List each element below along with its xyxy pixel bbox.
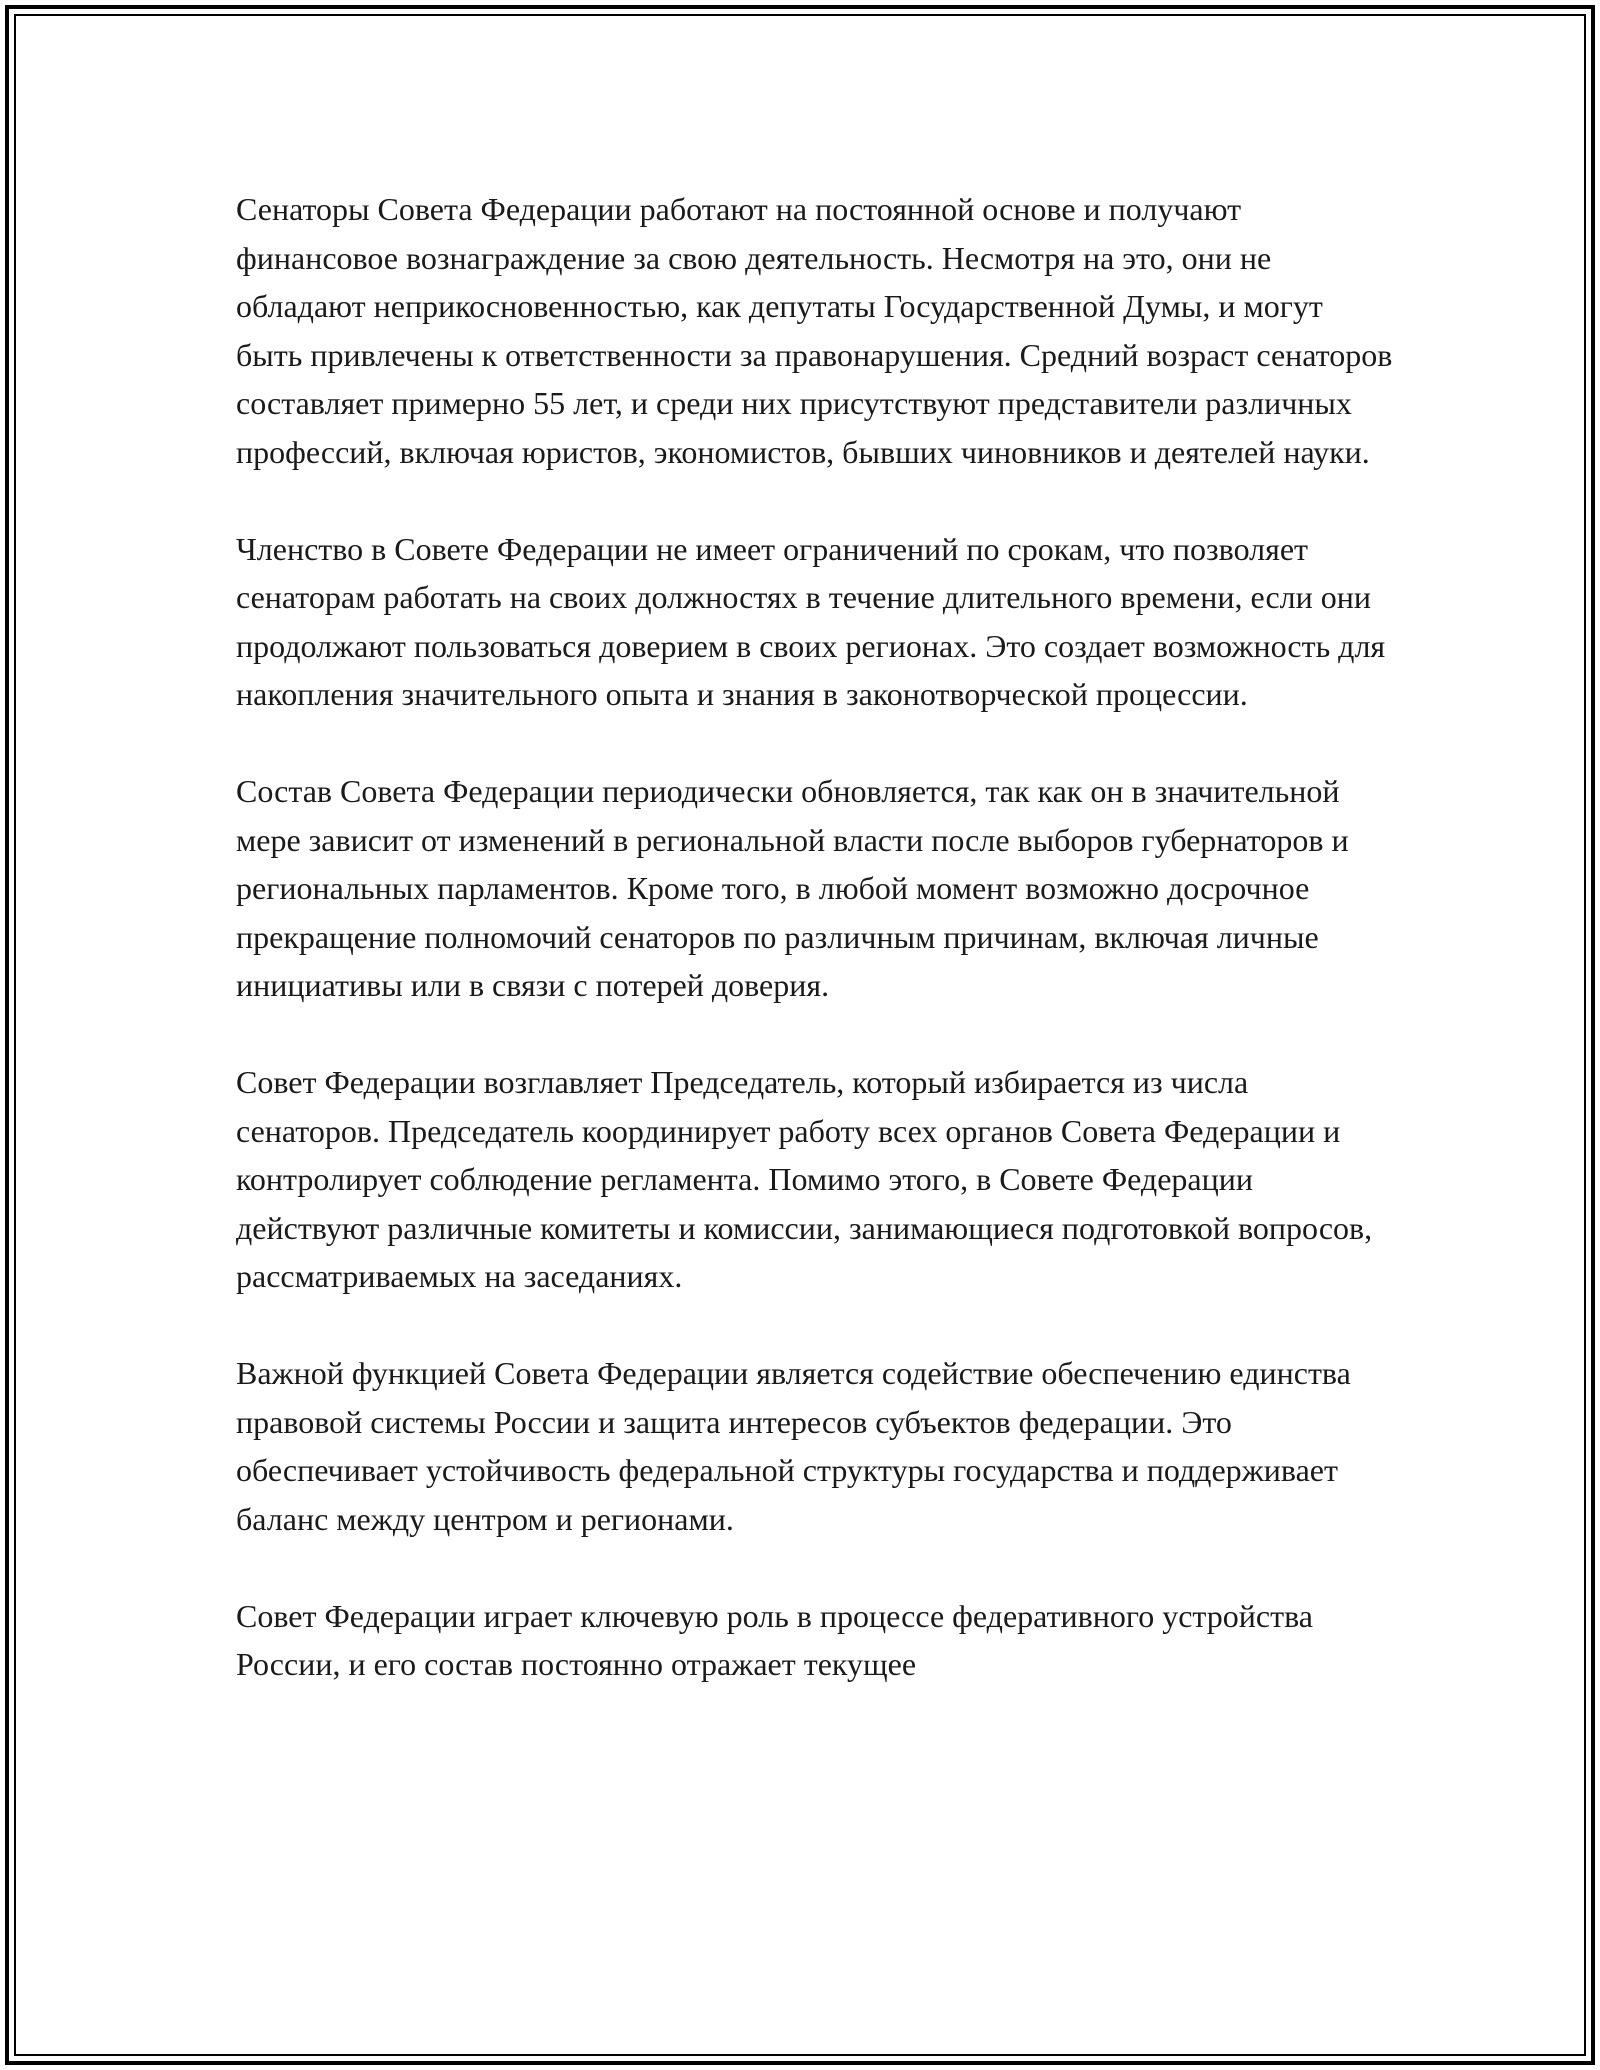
paragraph-5: Важной функцией Совета Федерации является содействие обеспечению единства правовой системы России и защита интересов субъектов федерации. Это обеспечивает устойчивость федеральной структуры государства и поддерживает баланс между центром и регионами. bbox=[236, 1355, 1351, 1537]
paragraph-6: Совет Федерации играет ключевую роль в процессе федеративного устройства России, и его состав постоянно отражает текущее bbox=[236, 1597, 1313, 1682]
paragraph-3: Состав Совета Федерации периодически обновляется, так как он в значительной мере зависит от изменений в региональной власти после выборов губернаторов и региональных парламентов. Кроме того, в любой момент возможно досрочное прекращение полномочий сенаторов по различным причинам, включая личные инициативы или в связи с потерей доверия. bbox=[236, 773, 1349, 1003]
document-body bbox=[236, 185, 1396, 1689]
paragraph-2: Членство в Совете Федерации не имеет ограничений по срокам, что позволяет сенаторам работать на своих должностях в течение длительного времени, если они продолжают пользоваться доверием в своих регионах. Это создает возможность для накопления значительного опыта и знания в законотворческой процессии. bbox=[236, 530, 1386, 712]
paragraph-1: Сенаторы Совета Федерации работают на постоянной основе и получают финансовое вознаграждение за свою деятельность. Несмотря на это, они не обладают неприкосновенностью, как депутаты Государственной Думы, и могут быть привлечены к ответственности за правонарушения. Средний возраст сенаторов составляет примерно 55 лет, и среди них присутствуют представители различных профессий, включая юристов, экономистов, бывших чиновников и деятелей науки. bbox=[236, 191, 1393, 470]
paragraph-4: Совет Федерации возглавляет Председатель, который избирается из числа сенаторов. Председатель координирует работу всех органов Совета Федерации и контролирует соблюдение регламента. Помимо этого, в Совете Федерации действуют различные комитеты и комиссии, занимающиеся подготовкой вопросов, рассматриваемых на заседаниях. bbox=[236, 1064, 1373, 1294]
